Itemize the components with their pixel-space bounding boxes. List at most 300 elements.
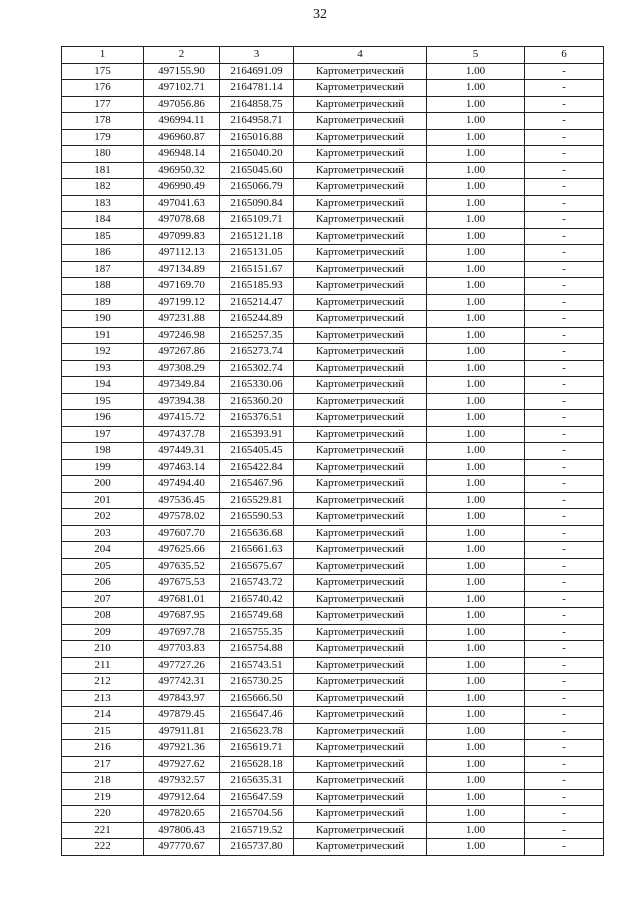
method-cell: Картометрический [294, 410, 427, 427]
point-number-cell: 178 [62, 113, 144, 130]
point-number-cell: 219 [62, 789, 144, 806]
y-coordinate-cell: 2165131.05 [220, 245, 294, 262]
point-number-cell: 216 [62, 740, 144, 757]
method-cell: Картометрический [294, 327, 427, 344]
x-coordinate-cell: 497578.02 [144, 509, 220, 526]
table-row [62, 674, 604, 691]
method-cell: Картометрический [294, 740, 427, 757]
x-coordinate-cell: 496950.32 [144, 162, 220, 179]
note-cell: - [525, 80, 604, 97]
x-coordinate-cell: 497912.64 [144, 789, 220, 806]
method-cell: Картометрический [294, 789, 427, 806]
note-cell: - [525, 822, 604, 839]
x-coordinate-cell: 497099.83 [144, 228, 220, 245]
table-row [62, 146, 604, 163]
point-number-cell: 208 [62, 608, 144, 625]
note-cell: - [525, 393, 604, 410]
note-cell: - [525, 806, 604, 823]
method-cell: Картометрический [294, 80, 427, 97]
point-number-cell: 197 [62, 426, 144, 443]
x-coordinate-cell: 497437.78 [144, 426, 220, 443]
y-coordinate-cell: 2164858.75 [220, 96, 294, 113]
accuracy-cell: 1.00 [427, 707, 525, 724]
method-cell: Картометрический [294, 459, 427, 476]
note-cell: - [525, 146, 604, 163]
y-coordinate-cell: 2165755.35 [220, 624, 294, 641]
x-coordinate-cell: 497536.45 [144, 492, 220, 509]
note-cell: - [525, 839, 604, 856]
y-coordinate-cell: 2165636.68 [220, 525, 294, 542]
y-coordinate-cell: 2165590.53 [220, 509, 294, 526]
page-number: 32 [313, 7, 327, 22]
accuracy-cell: 1.00 [427, 492, 525, 509]
y-coordinate-cell: 2165666.50 [220, 690, 294, 707]
table-row [62, 80, 604, 97]
y-coordinate-cell: 2165647.46 [220, 707, 294, 724]
table-row [62, 377, 604, 394]
table-row [62, 575, 604, 592]
x-coordinate-cell: 496960.87 [144, 129, 220, 146]
y-coordinate-cell: 2165045.60 [220, 162, 294, 179]
point-number-cell: 177 [62, 96, 144, 113]
note-cell: - [525, 492, 604, 509]
point-number-cell: 218 [62, 773, 144, 790]
x-coordinate-cell: 497199.12 [144, 294, 220, 311]
accuracy-cell: 1.00 [427, 278, 525, 295]
accuracy-cell: 1.00 [427, 624, 525, 641]
method-cell: Картометрический [294, 63, 427, 80]
x-coordinate-cell: 497231.88 [144, 311, 220, 328]
table-row [62, 707, 604, 724]
note-cell: - [525, 740, 604, 757]
note-cell: - [525, 344, 604, 361]
note-cell: - [525, 657, 604, 674]
y-coordinate-cell: 2165330.06 [220, 377, 294, 394]
y-coordinate-cell: 2165244.89 [220, 311, 294, 328]
note-cell: - [525, 96, 604, 113]
method-cell: Картометрический [294, 558, 427, 575]
y-coordinate-cell: 2165661.63 [220, 542, 294, 559]
method-cell: Картометрический [294, 476, 427, 493]
method-cell: Картометрический [294, 146, 427, 163]
accuracy-cell: 1.00 [427, 641, 525, 658]
x-coordinate-cell: 497112.13 [144, 245, 220, 262]
method-cell: Картометрический [294, 839, 427, 856]
point-number-cell: 191 [62, 327, 144, 344]
y-coordinate-cell: 2165214.47 [220, 294, 294, 311]
accuracy-cell: 1.00 [427, 162, 525, 179]
point-number-cell: 194 [62, 377, 144, 394]
x-coordinate-cell: 497879.45 [144, 707, 220, 724]
table-row [62, 773, 604, 790]
table-row [62, 591, 604, 608]
point-number-cell: 202 [62, 509, 144, 526]
table-row [62, 261, 604, 278]
x-coordinate-cell: 497635.52 [144, 558, 220, 575]
y-coordinate-cell: 2165467.96 [220, 476, 294, 493]
note-cell: - [525, 476, 604, 493]
accuracy-cell: 1.00 [427, 261, 525, 278]
note-cell: - [525, 723, 604, 740]
accuracy-cell: 1.00 [427, 228, 525, 245]
method-cell: Картометрический [294, 773, 427, 790]
point-number-cell: 179 [62, 129, 144, 146]
table-row [62, 723, 604, 740]
method-cell: Картометрический [294, 129, 427, 146]
table-row [62, 360, 604, 377]
accuracy-cell: 1.00 [427, 96, 525, 113]
note-cell: - [525, 195, 604, 212]
point-number-cell: 199 [62, 459, 144, 476]
method-cell: Картометрический [294, 509, 427, 526]
x-coordinate-cell: 497449.31 [144, 443, 220, 460]
accuracy-cell: 1.00 [427, 344, 525, 361]
table-row [62, 558, 604, 575]
note-cell: - [525, 459, 604, 476]
x-coordinate-cell: 497494.40 [144, 476, 220, 493]
note-cell: - [525, 261, 604, 278]
accuracy-cell: 1.00 [427, 674, 525, 691]
table-row [62, 641, 604, 658]
accuracy-cell: 1.00 [427, 179, 525, 196]
method-cell: Картометрический [294, 492, 427, 509]
table-row [62, 294, 604, 311]
x-coordinate-cell: 497169.70 [144, 278, 220, 295]
method-cell: Картометрический [294, 228, 427, 245]
table-row [62, 426, 604, 443]
point-number-cell: 209 [62, 624, 144, 641]
x-coordinate-cell: 497697.78 [144, 624, 220, 641]
accuracy-cell: 1.00 [427, 311, 525, 328]
table-row [62, 212, 604, 229]
y-coordinate-cell: 2165730.25 [220, 674, 294, 691]
note-cell: - [525, 410, 604, 427]
point-number-cell: 220 [62, 806, 144, 823]
accuracy-cell: 1.00 [427, 591, 525, 608]
method-cell: Картометрический [294, 179, 427, 196]
note-cell: - [525, 575, 604, 592]
accuracy-cell: 1.00 [427, 113, 525, 130]
method-cell: Картометрический [294, 294, 427, 311]
y-coordinate-cell: 2165737.80 [220, 839, 294, 856]
note-cell: - [525, 542, 604, 559]
accuracy-cell: 1.00 [427, 294, 525, 311]
accuracy-cell: 1.00 [427, 360, 525, 377]
accuracy-cell: 1.00 [427, 443, 525, 460]
point-number-cell: 205 [62, 558, 144, 575]
method-cell: Картометрический [294, 641, 427, 658]
x-coordinate-cell: 497394.38 [144, 393, 220, 410]
point-number-cell: 183 [62, 195, 144, 212]
table-row [62, 179, 604, 196]
y-coordinate-cell: 2165151.67 [220, 261, 294, 278]
method-cell: Картометрический [294, 575, 427, 592]
accuracy-cell: 1.00 [427, 377, 525, 394]
point-number-cell: 182 [62, 179, 144, 196]
y-coordinate-cell: 2164958.71 [220, 113, 294, 130]
point-number-cell: 175 [62, 63, 144, 80]
note-cell: - [525, 360, 604, 377]
note-cell: - [525, 641, 604, 658]
point-number-cell: 184 [62, 212, 144, 229]
method-cell: Картометрический [294, 674, 427, 691]
point-number-cell: 185 [62, 228, 144, 245]
point-number-cell: 201 [62, 492, 144, 509]
note-cell: - [525, 63, 604, 80]
point-number-cell: 215 [62, 723, 144, 740]
y-coordinate-cell: 2165405.45 [220, 443, 294, 460]
accuracy-cell: 1.00 [427, 575, 525, 592]
method-cell: Картометрический [294, 657, 427, 674]
table-row [62, 393, 604, 410]
table-row [62, 113, 604, 130]
x-coordinate-cell: 497267.86 [144, 344, 220, 361]
point-number-cell: 203 [62, 525, 144, 542]
y-coordinate-cell: 2165740.42 [220, 591, 294, 608]
table-row [62, 740, 604, 757]
point-number-cell: 188 [62, 278, 144, 295]
x-coordinate-cell: 497349.84 [144, 377, 220, 394]
note-cell: - [525, 327, 604, 344]
note-cell: - [525, 278, 604, 295]
y-coordinate-cell: 2165675.67 [220, 558, 294, 575]
y-coordinate-cell: 2164691.09 [220, 63, 294, 80]
accuracy-cell: 1.00 [427, 509, 525, 526]
y-coordinate-cell: 2165754.88 [220, 641, 294, 658]
y-coordinate-cell: 2165393.91 [220, 426, 294, 443]
method-cell: Картометрический [294, 344, 427, 361]
x-coordinate-cell: 497415.72 [144, 410, 220, 427]
accuracy-cell: 1.00 [427, 63, 525, 80]
method-cell: Картометрический [294, 690, 427, 707]
point-number-cell: 198 [62, 443, 144, 460]
x-coordinate-cell: 497463.14 [144, 459, 220, 476]
table-row [62, 63, 604, 80]
accuracy-cell: 1.00 [427, 542, 525, 559]
table-row [62, 624, 604, 641]
y-coordinate-cell: 2165066.79 [220, 179, 294, 196]
point-number-cell: 187 [62, 261, 144, 278]
x-coordinate-cell: 497607.70 [144, 525, 220, 542]
column-header-5: 5 [427, 47, 525, 64]
method-cell: Картометрический [294, 707, 427, 724]
y-coordinate-cell: 2165743.72 [220, 575, 294, 592]
point-number-cell: 214 [62, 707, 144, 724]
y-coordinate-cell: 2165628.18 [220, 756, 294, 773]
point-number-cell: 213 [62, 690, 144, 707]
point-number-cell: 207 [62, 591, 144, 608]
y-coordinate-cell: 2165619.71 [220, 740, 294, 757]
x-coordinate-cell: 497703.83 [144, 641, 220, 658]
point-number-cell: 192 [62, 344, 144, 361]
note-cell: - [525, 212, 604, 229]
x-coordinate-cell: 496990.49 [144, 179, 220, 196]
point-number-cell: 221 [62, 822, 144, 839]
table-row [62, 410, 604, 427]
table-row [62, 608, 604, 625]
table-row [62, 245, 604, 262]
x-coordinate-cell: 497932.57 [144, 773, 220, 790]
point-number-cell: 181 [62, 162, 144, 179]
table-row [62, 311, 604, 328]
x-coordinate-cell: 497246.98 [144, 327, 220, 344]
column-header-3: 3 [220, 47, 294, 64]
method-cell: Картометрический [294, 113, 427, 130]
table-row [62, 162, 604, 179]
table-body [62, 63, 604, 855]
table-row [62, 542, 604, 559]
table-row [62, 344, 604, 361]
method-cell: Картометрический [294, 591, 427, 608]
note-cell: - [525, 525, 604, 542]
note-cell: - [525, 509, 604, 526]
accuracy-cell: 1.00 [427, 657, 525, 674]
accuracy-cell: 1.00 [427, 525, 525, 542]
table-row [62, 789, 604, 806]
point-number-cell: 190 [62, 311, 144, 328]
accuracy-cell: 1.00 [427, 80, 525, 97]
note-cell: - [525, 426, 604, 443]
point-number-cell: 206 [62, 575, 144, 592]
accuracy-cell: 1.00 [427, 773, 525, 790]
method-cell: Картометрический [294, 624, 427, 641]
y-coordinate-cell: 2165016.88 [220, 129, 294, 146]
x-coordinate-cell: 497727.26 [144, 657, 220, 674]
note-cell: - [525, 624, 604, 641]
accuracy-cell: 1.00 [427, 245, 525, 262]
x-coordinate-cell: 497625.66 [144, 542, 220, 559]
x-coordinate-cell: 497041.63 [144, 195, 220, 212]
table-row [62, 195, 604, 212]
x-coordinate-cell: 497843.97 [144, 690, 220, 707]
note-cell: - [525, 591, 604, 608]
x-coordinate-cell: 497134.89 [144, 261, 220, 278]
accuracy-cell: 1.00 [427, 608, 525, 625]
point-number-cell: 211 [62, 657, 144, 674]
x-coordinate-cell: 497770.67 [144, 839, 220, 856]
y-coordinate-cell: 2165376.51 [220, 410, 294, 427]
method-cell: Картометрический [294, 393, 427, 410]
note-cell: - [525, 443, 604, 460]
accuracy-cell: 1.00 [427, 459, 525, 476]
note-cell: - [525, 377, 604, 394]
note-cell: - [525, 773, 604, 790]
point-number-cell: 212 [62, 674, 144, 691]
accuracy-cell: 1.00 [427, 393, 525, 410]
note-cell: - [525, 311, 604, 328]
accuracy-cell: 1.00 [427, 806, 525, 823]
accuracy-cell: 1.00 [427, 558, 525, 575]
table-row [62, 96, 604, 113]
method-cell: Картометрический [294, 278, 427, 295]
table-row [62, 525, 604, 542]
y-coordinate-cell: 2165273.74 [220, 344, 294, 361]
table-row [62, 690, 604, 707]
note-cell: - [525, 228, 604, 245]
x-coordinate-cell: 496994.11 [144, 113, 220, 130]
y-coordinate-cell: 2165360.20 [220, 393, 294, 410]
table-row [62, 509, 604, 526]
point-number-cell: 222 [62, 839, 144, 856]
y-coordinate-cell: 2165635.31 [220, 773, 294, 790]
point-number-cell: 186 [62, 245, 144, 262]
y-coordinate-cell: 2165090.84 [220, 195, 294, 212]
point-number-cell: 196 [62, 410, 144, 427]
table-row [62, 657, 604, 674]
y-coordinate-cell: 2165302.74 [220, 360, 294, 377]
column-header-1: 1 [62, 47, 144, 64]
x-coordinate-cell: 497806.43 [144, 822, 220, 839]
point-number-cell: 217 [62, 756, 144, 773]
table-row [62, 822, 604, 839]
note-cell: - [525, 129, 604, 146]
accuracy-cell: 1.00 [427, 212, 525, 229]
table-row [62, 476, 604, 493]
accuracy-cell: 1.00 [427, 723, 525, 740]
accuracy-cell: 1.00 [427, 789, 525, 806]
note-cell: - [525, 756, 604, 773]
y-coordinate-cell: 2165109.71 [220, 212, 294, 229]
y-coordinate-cell: 2165121.18 [220, 228, 294, 245]
accuracy-cell: 1.00 [427, 839, 525, 856]
note-cell: - [525, 707, 604, 724]
accuracy-cell: 1.00 [427, 822, 525, 839]
table-row [62, 129, 604, 146]
x-coordinate-cell: 497911.81 [144, 723, 220, 740]
note-cell: - [525, 608, 604, 625]
table-row [62, 443, 604, 460]
accuracy-cell: 1.00 [427, 195, 525, 212]
method-cell: Картометрический [294, 162, 427, 179]
point-number-cell: 195 [62, 393, 144, 410]
method-cell: Картометрический [294, 608, 427, 625]
table-row [62, 756, 604, 773]
method-cell: Картометрический [294, 261, 427, 278]
y-coordinate-cell: 2165704.56 [220, 806, 294, 823]
accuracy-cell: 1.00 [427, 690, 525, 707]
method-cell: Картометрический [294, 822, 427, 839]
x-coordinate-cell: 497078.68 [144, 212, 220, 229]
method-cell: Картометрический [294, 245, 427, 262]
method-cell: Картометрический [294, 311, 427, 328]
note-cell: - [525, 162, 604, 179]
x-coordinate-cell: 497155.90 [144, 63, 220, 80]
note-cell: - [525, 294, 604, 311]
point-number-cell: 176 [62, 80, 144, 97]
note-cell: - [525, 690, 604, 707]
method-cell: Картометрический [294, 96, 427, 113]
y-coordinate-cell: 2165422.84 [220, 459, 294, 476]
accuracy-cell: 1.00 [427, 740, 525, 757]
x-coordinate-cell: 496948.14 [144, 146, 220, 163]
note-cell: - [525, 789, 604, 806]
method-cell: Картометрический [294, 426, 427, 443]
accuracy-cell: 1.00 [427, 426, 525, 443]
method-cell: Картометрический [294, 723, 427, 740]
method-cell: Картометрический [294, 377, 427, 394]
x-coordinate-cell: 497056.86 [144, 96, 220, 113]
table-row [62, 278, 604, 295]
method-cell: Картометрический [294, 360, 427, 377]
point-number-cell: 193 [62, 360, 144, 377]
y-coordinate-cell: 2165529.81 [220, 492, 294, 509]
y-coordinate-cell: 2165647.59 [220, 789, 294, 806]
method-cell: Картометрический [294, 542, 427, 559]
point-number-cell: 210 [62, 641, 144, 658]
y-coordinate-cell: 2165743.51 [220, 657, 294, 674]
accuracy-cell: 1.00 [427, 146, 525, 163]
point-number-cell: 180 [62, 146, 144, 163]
